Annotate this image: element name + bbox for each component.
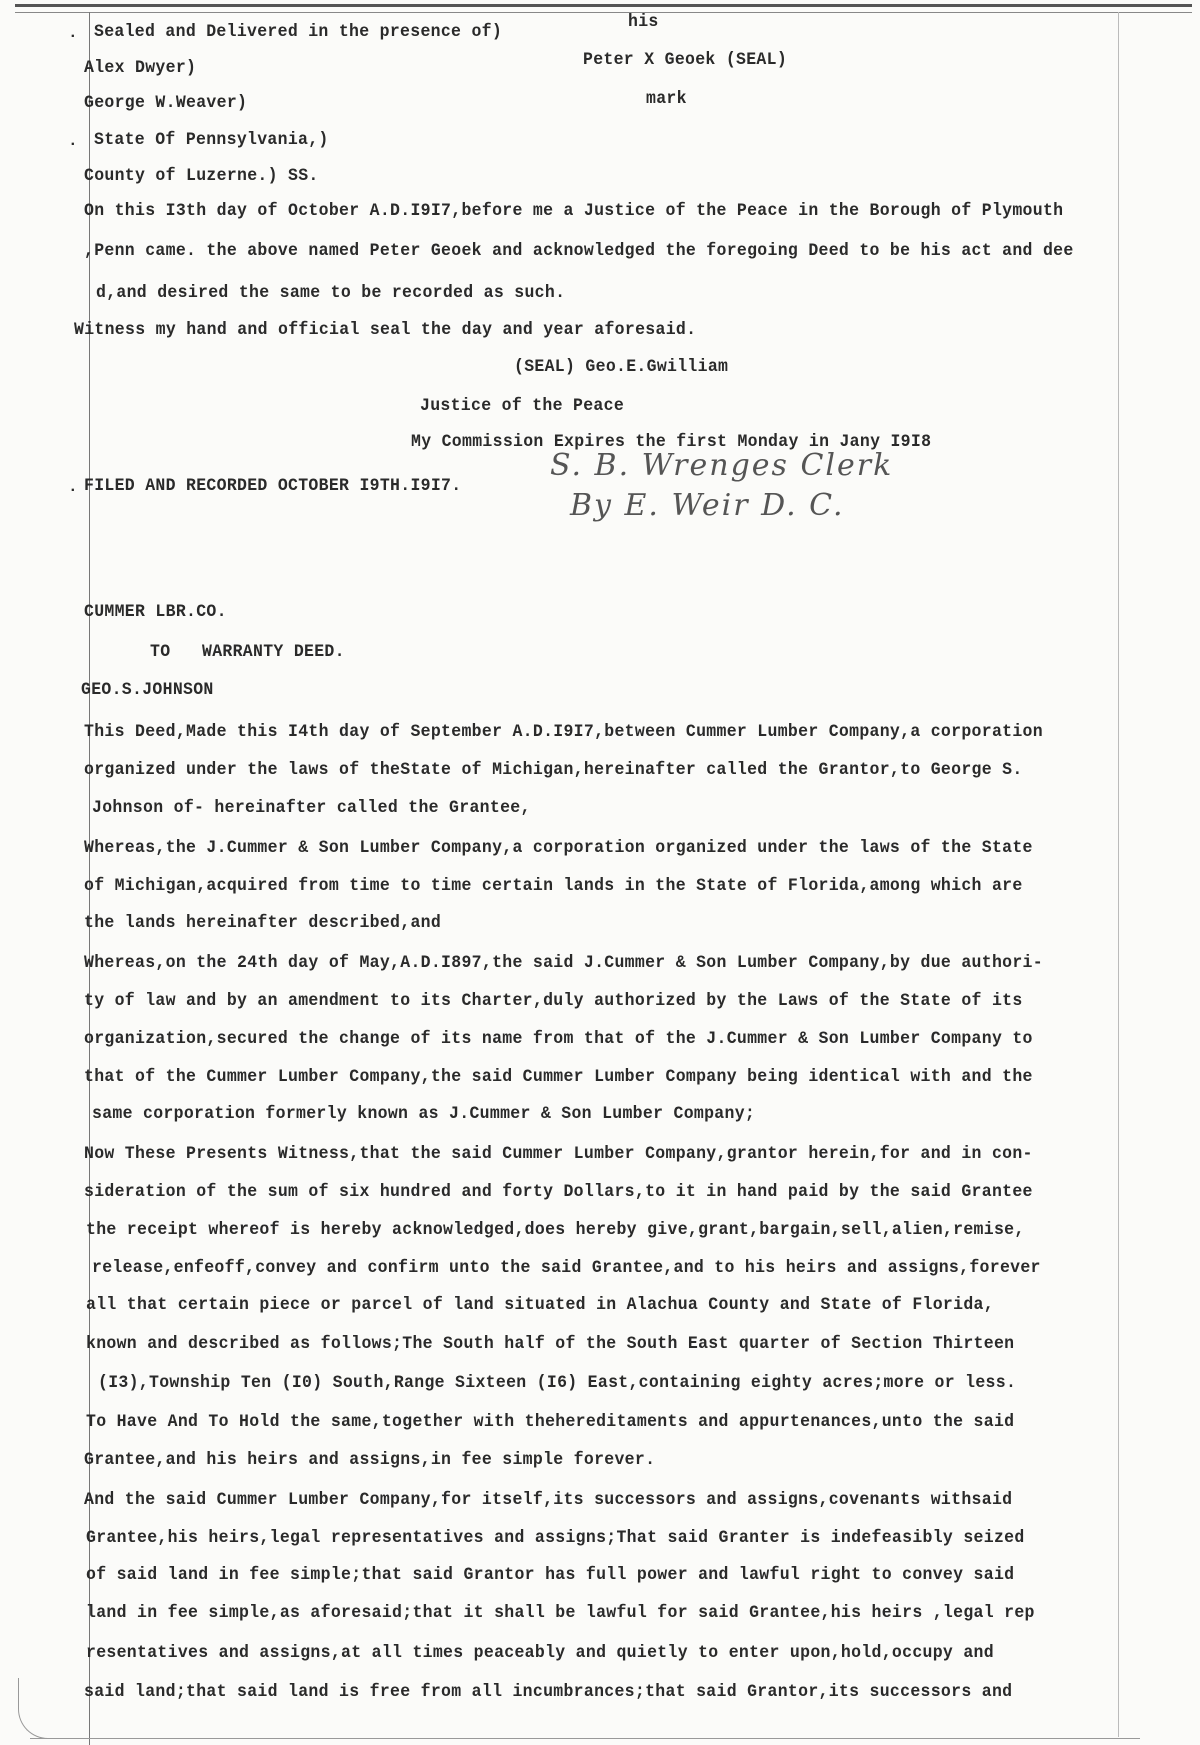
deed-text-line: Whereas,on the 24th day of May,A.D.I897,the said J.Cummer & Son Lumber Company,by due authori-	[84, 952, 1043, 973]
mark-label: mark	[646, 88, 687, 109]
margin-dot: .	[68, 24, 78, 42]
deed-type-heading: WARRANTY DEED.	[202, 641, 345, 662]
deed-grantee-heading: GEO.S.JOHNSON	[81, 679, 214, 700]
deputy-clerk-handwritten-signature: By E. Weir D. C.	[570, 488, 845, 523]
page-top-rule	[15, 4, 1192, 7]
deed-text-line: resentatives and assigns,at all times peaceably and quietly to enter upon,hold,occupy and	[86, 1642, 994, 1663]
deed-text-line: of said land in fee simple;that said Grantor has full power and lawful right to convey said	[86, 1564, 1015, 1585]
deed-text-line: that of the Cummer Lumber Company,the said Cummer Lumber Company being identical with and the	[84, 1066, 1033, 1087]
right-margin-rule	[1118, 12, 1119, 1737]
his-label: his	[628, 11, 659, 32]
county-line: County of Luzerne.) SS.	[84, 165, 319, 186]
deed-text-line: This Deed,Made this I4th day of September A.D.I9I7,between Cummer Lumber Company,a corporation	[84, 721, 1043, 742]
signer-name: Peter X Geoek (SEAL)	[583, 49, 788, 70]
page-top-rule-thin	[15, 12, 1192, 13]
sealed-line: Sealed and Delivered in the presence of)	[94, 21, 503, 42]
witness-hand-line: Witness my hand and official seal the day and year aforesaid.	[74, 319, 697, 340]
deed-text-line: release,enfeoff,convey and confirm unto the said Grantee,and to his heirs and assigns,forever	[92, 1257, 1041, 1278]
ack-body-line: d,and desired the same to be recorded as such.	[96, 282, 566, 303]
witness-1: Alex Dwyer)	[84, 57, 197, 78]
deed-text-line: the receipt whereof is hereby acknowledged,does hereby give,grant,bargain,sell,alien,remise,	[86, 1219, 1025, 1240]
deed-text-line: organization,secured the change of its name from that of the J.Cummer & Son Lumber Company to	[84, 1028, 1033, 1049]
deed-text-line: same corporation formerly known as J.Cummer & Son Lumber Company;	[92, 1103, 756, 1124]
deed-text-line: organized under the laws of theState of Michigan,hereinafter called the Grantor,to George S.	[84, 759, 1023, 780]
deed-text-line: Whereas,the J.Cummer & Son Lumber Company,a corporation organized under the laws of the State	[84, 837, 1033, 858]
deed-text-line: of Michigan,acquired from time to time certain lands in the State of Florida,among which are	[84, 875, 1023, 896]
deed-text-line: all that certain piece or parcel of land situated in Alachua County and State of Florida,	[86, 1294, 994, 1315]
deed-text-line: ty of law and by an amendment to its Charter,duly authorized by the Laws of the State of its	[84, 990, 1023, 1011]
deed-text-line: Now These Presents Witness,that the said Cummer Lumber Company,grantor herein,for and in con-	[84, 1143, 1033, 1164]
deed-text-line: To Have And To Hold the same,together with thehereditaments and appurtenances,unto the said	[86, 1411, 1015, 1432]
deed-text-line: sideration of the sum of six hundred and forty Dollars,to it in hand paid by the said Grantee	[84, 1181, 1033, 1202]
deed-text-line: the lands hereinafter described,and	[84, 912, 442, 933]
deed-to-label: TO	[150, 641, 171, 662]
witness-2: George W.Weaver)	[84, 92, 248, 113]
margin-dot: .	[68, 132, 78, 150]
deed-text-line: known and described as follows;The South half of the South East quarter of Section Thirteen	[86, 1333, 1015, 1354]
deed-text-line: Johnson of- hereinafter called the Grantee,	[92, 797, 531, 818]
page-corner-curl	[18, 1678, 49, 1739]
filed-recorded-line: FILED AND RECORDED OCTOBER I9TH.I9I7.	[84, 475, 462, 496]
deed-grantor-heading: CUMMER LBR.CO.	[84, 601, 227, 622]
page-bottom-edge	[30, 1738, 1140, 1739]
deed-text-line: said land;that said land is free from all incumbrances;that said Grantor,its successors and	[84, 1681, 1013, 1702]
justice-title: Justice of the Peace	[420, 395, 625, 416]
deed-text-line: land in fee simple,as aforesaid;that it shall be lawful for said Grantee,his heirs ,legal rep	[86, 1602, 1035, 1623]
commission-line: My Commission Expires the first Monday in Jany I9I8	[411, 431, 932, 452]
ack-body-line: ,Penn came. the above named Peter Geoek and acknowledged the foregoing Deed to be his act and dee	[84, 240, 1074, 261]
ack-body-line: On this I3th day of October A.D.I9I7,before me a Justice of the Peace in the Borough of Plymouth	[84, 200, 1064, 221]
deed-text-line: Grantee,and his heirs and assigns,in fee simple forever.	[84, 1449, 656, 1470]
deed-text-line: Grantee,his heirs,legal representatives and assigns;That said Granter is indefeasibly seized	[86, 1527, 1025, 1548]
deed-text-line: (I3),Township Ten (I0) South,Range Sixteen (I6) East,containing eighty acres;more or less.	[98, 1372, 1017, 1393]
deed-text-line: And the said Cummer Lumber Company,for itself,its successors and assigns,covenants withsaid	[84, 1489, 1013, 1510]
justice-signature: (SEAL) Geo.E.Gwilliam	[514, 356, 729, 377]
state-line: State Of Pennsylvania,)	[94, 129, 329, 150]
clerk-handwritten-signature: S. B. Wrenges Clerk	[550, 448, 894, 483]
margin-dot: .	[68, 478, 78, 496]
